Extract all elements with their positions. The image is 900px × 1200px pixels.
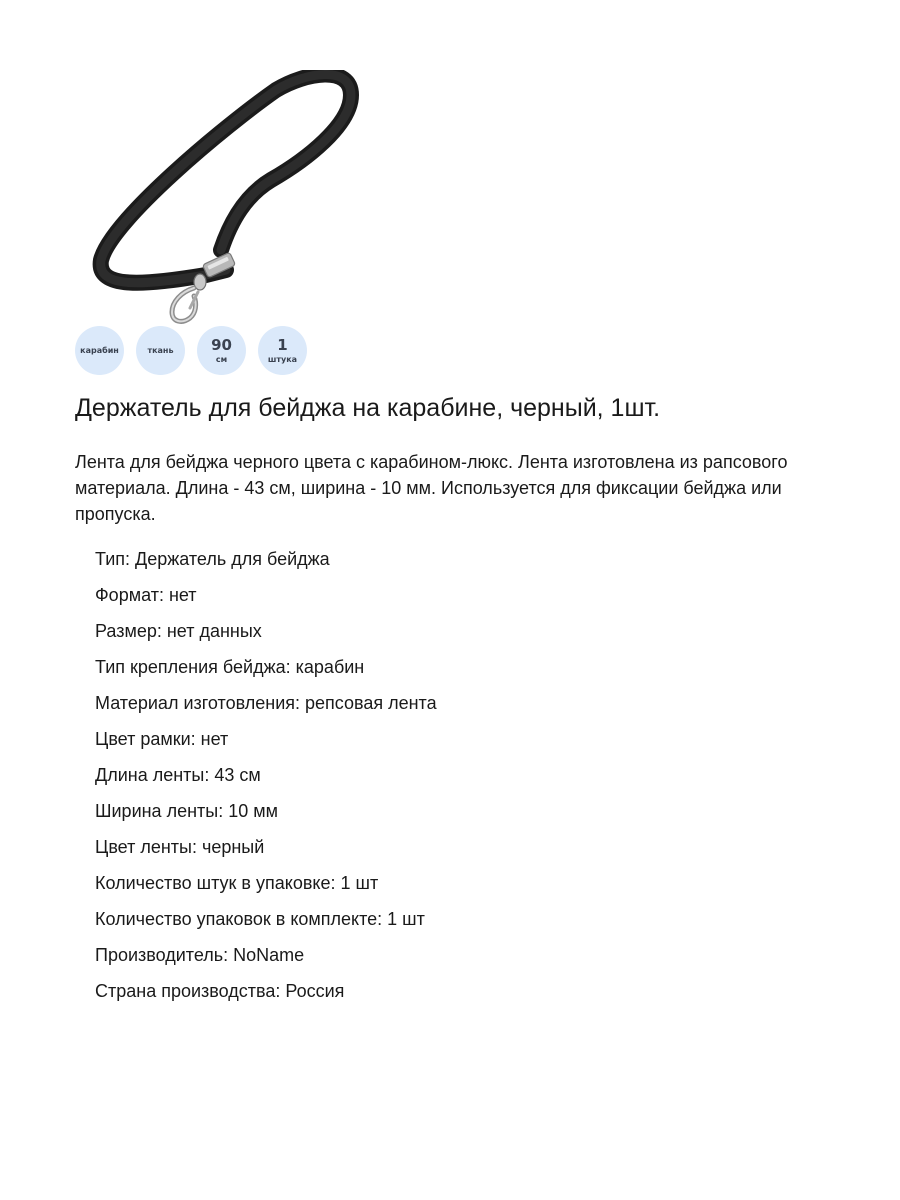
spec-item: Формат: нет <box>95 585 197 605</box>
badge-length <box>197 326 246 375</box>
spec-list <box>95 546 437 1014</box>
badge-fabric <box>136 326 185 375</box>
spec-item: Цвет ленты: черный <box>95 837 265 857</box>
spec-item: Ширина ленты: 10 мм <box>95 801 278 821</box>
spec-item: Материал изготовления: репсовая лента <box>95 693 437 713</box>
badge-label: штука <box>267 354 298 364</box>
spec-item: Тип крепления бейджа: карабин <box>95 657 365 677</box>
lanyard-product-image <box>86 70 376 326</box>
spec-item: Тип: Держатель для бейджа <box>95 549 330 569</box>
badge-carabiner <box>75 326 124 375</box>
badge-value: 1 <box>277 335 288 354</box>
spec-item: Количество упаковок в комплекте: 1 шт <box>95 909 425 929</box>
badge-quantity <box>258 326 307 375</box>
feature-badges <box>75 326 307 375</box>
spec-item: Количество штук в упаковке: 1 шт <box>95 873 379 893</box>
spec-item: Цвет рамки: нет <box>95 729 229 749</box>
product-description: Лента для бейджа черного цвета с карабином-люкс. Лента изготовлена из рапсового материала. Длина - 43 см, ширина - 10 мм. Используется для фиксации бейджа или пропуска. <box>75 452 788 524</box>
spec-item: Размер: нет данных <box>95 621 262 641</box>
badge-value: 90 <box>211 335 232 354</box>
badge-label: ткань <box>147 345 174 355</box>
badge-label: см <box>215 354 228 364</box>
spec-item: Производитель: NoName <box>95 945 305 965</box>
product-title: Держатель для бейджа на карабине, черный, 1шт. <box>75 394 661 422</box>
badge-label: карабин <box>80 345 119 355</box>
spec-item: Страна производства: Россия <box>95 981 345 1001</box>
spec-item: Длина ленты: 43 см <box>95 765 261 785</box>
